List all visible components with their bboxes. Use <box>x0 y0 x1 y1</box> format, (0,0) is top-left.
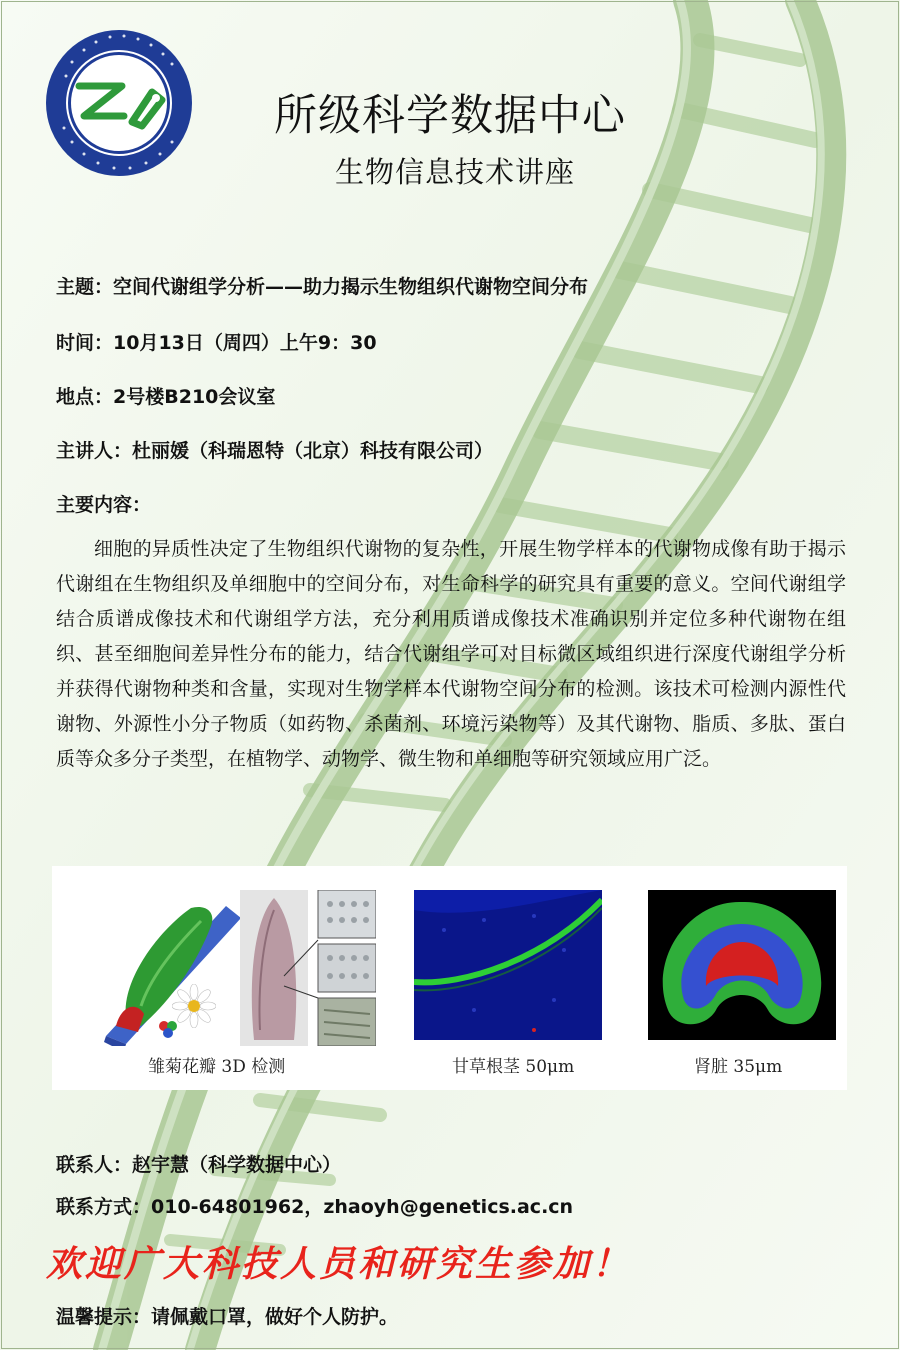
contact-person-label: 联系人： <box>56 1154 133 1176</box>
petal-micrograph-image <box>240 890 376 1046</box>
figure-caption-daisy: 雏菊花瓣 3D 检测 <box>148 1057 286 1077</box>
content-paragraph: 细胞的异质性决定了生物组织代谢物的复杂性，开展生物学样本的代谢物成像有助于揭示代谢组在生物组织及单细胞中的空间分布，对生命科学的研究具有重要的意义。空间代谢组学结合质谱成像技术和代谢组学方法，充分利用质谱成像技术准确识别并定位多种代谢物在组织、甚至细胞间差异性分布的能力，结合代谢组学可对目标微区域组织进行深度代谢组学分析并获得代谢物种类和含量，实现对生物学样本代谢物空间分布的检测。该技术可检测内源性代谢物、外源性小分子物质（如药物、杀菌剂、环境污染物等）及其代谢物、脂质、多肽、蛋白质等众多分子类型，在植物学、动物学、微生物和单细胞等研究领域应用广泛。 <box>56 538 846 770</box>
contact-method-label: 联系方式： <box>56 1196 152 1218</box>
contact-method-value: 010-64801962，zhaoyh@genetics.ac.cn <box>151 1196 574 1218</box>
content-heading <box>56 490 151 517</box>
kidney-image <box>648 890 836 1040</box>
daisy-petal-3d-image <box>66 886 246 1046</box>
speaker-value: 杜丽媛（科瑞恩特（北京）科技有限公司） <box>132 440 494 462</box>
tip-line <box>56 1302 398 1329</box>
topic-line <box>56 272 588 299</box>
daisy-flower-icon <box>172 984 216 1028</box>
topic-value: 空间代谢组学分析——助力揭示生物组织代谢物空间分布 <box>113 276 589 298</box>
figure-panel <box>52 866 847 1090</box>
topic-label: 主题： <box>56 276 114 298</box>
speaker-line <box>56 436 493 463</box>
licorice-root-image <box>414 890 602 1040</box>
page-subtitle: 生物信息技术讲座 <box>334 155 575 189</box>
time-label: 时间： <box>56 332 114 354</box>
figure-caption-licorice: 甘草根茎 50μm <box>452 1057 575 1077</box>
contact-method-line <box>56 1192 573 1219</box>
place-label: 地点： <box>56 386 114 408</box>
institute-logo-icon <box>44 28 194 178</box>
tip-value: 请佩戴口罩，做好个人防护。 <box>151 1306 399 1328</box>
tip-label: 温馨提示： <box>56 1306 152 1328</box>
speaker-label: 主讲人： <box>56 440 133 462</box>
figure-caption-kidney: 肾脏 35μm <box>694 1057 783 1077</box>
contact-person-line <box>56 1150 341 1177</box>
place-value: 2号楼B210会议室 <box>113 386 276 408</box>
welcome-banner: 欢迎广大科技人员和研究生参加！ <box>46 1243 632 1285</box>
time-line <box>56 328 377 355</box>
contact-person-value: 赵宇慧（科学数据中心） <box>132 1154 342 1176</box>
content-label: 主要内容： <box>56 494 152 516</box>
time-value: 10月13日（周四）上午9：30 <box>113 332 377 354</box>
place-line <box>56 382 275 409</box>
page-title: 所级科学数据中心 <box>274 91 626 141</box>
